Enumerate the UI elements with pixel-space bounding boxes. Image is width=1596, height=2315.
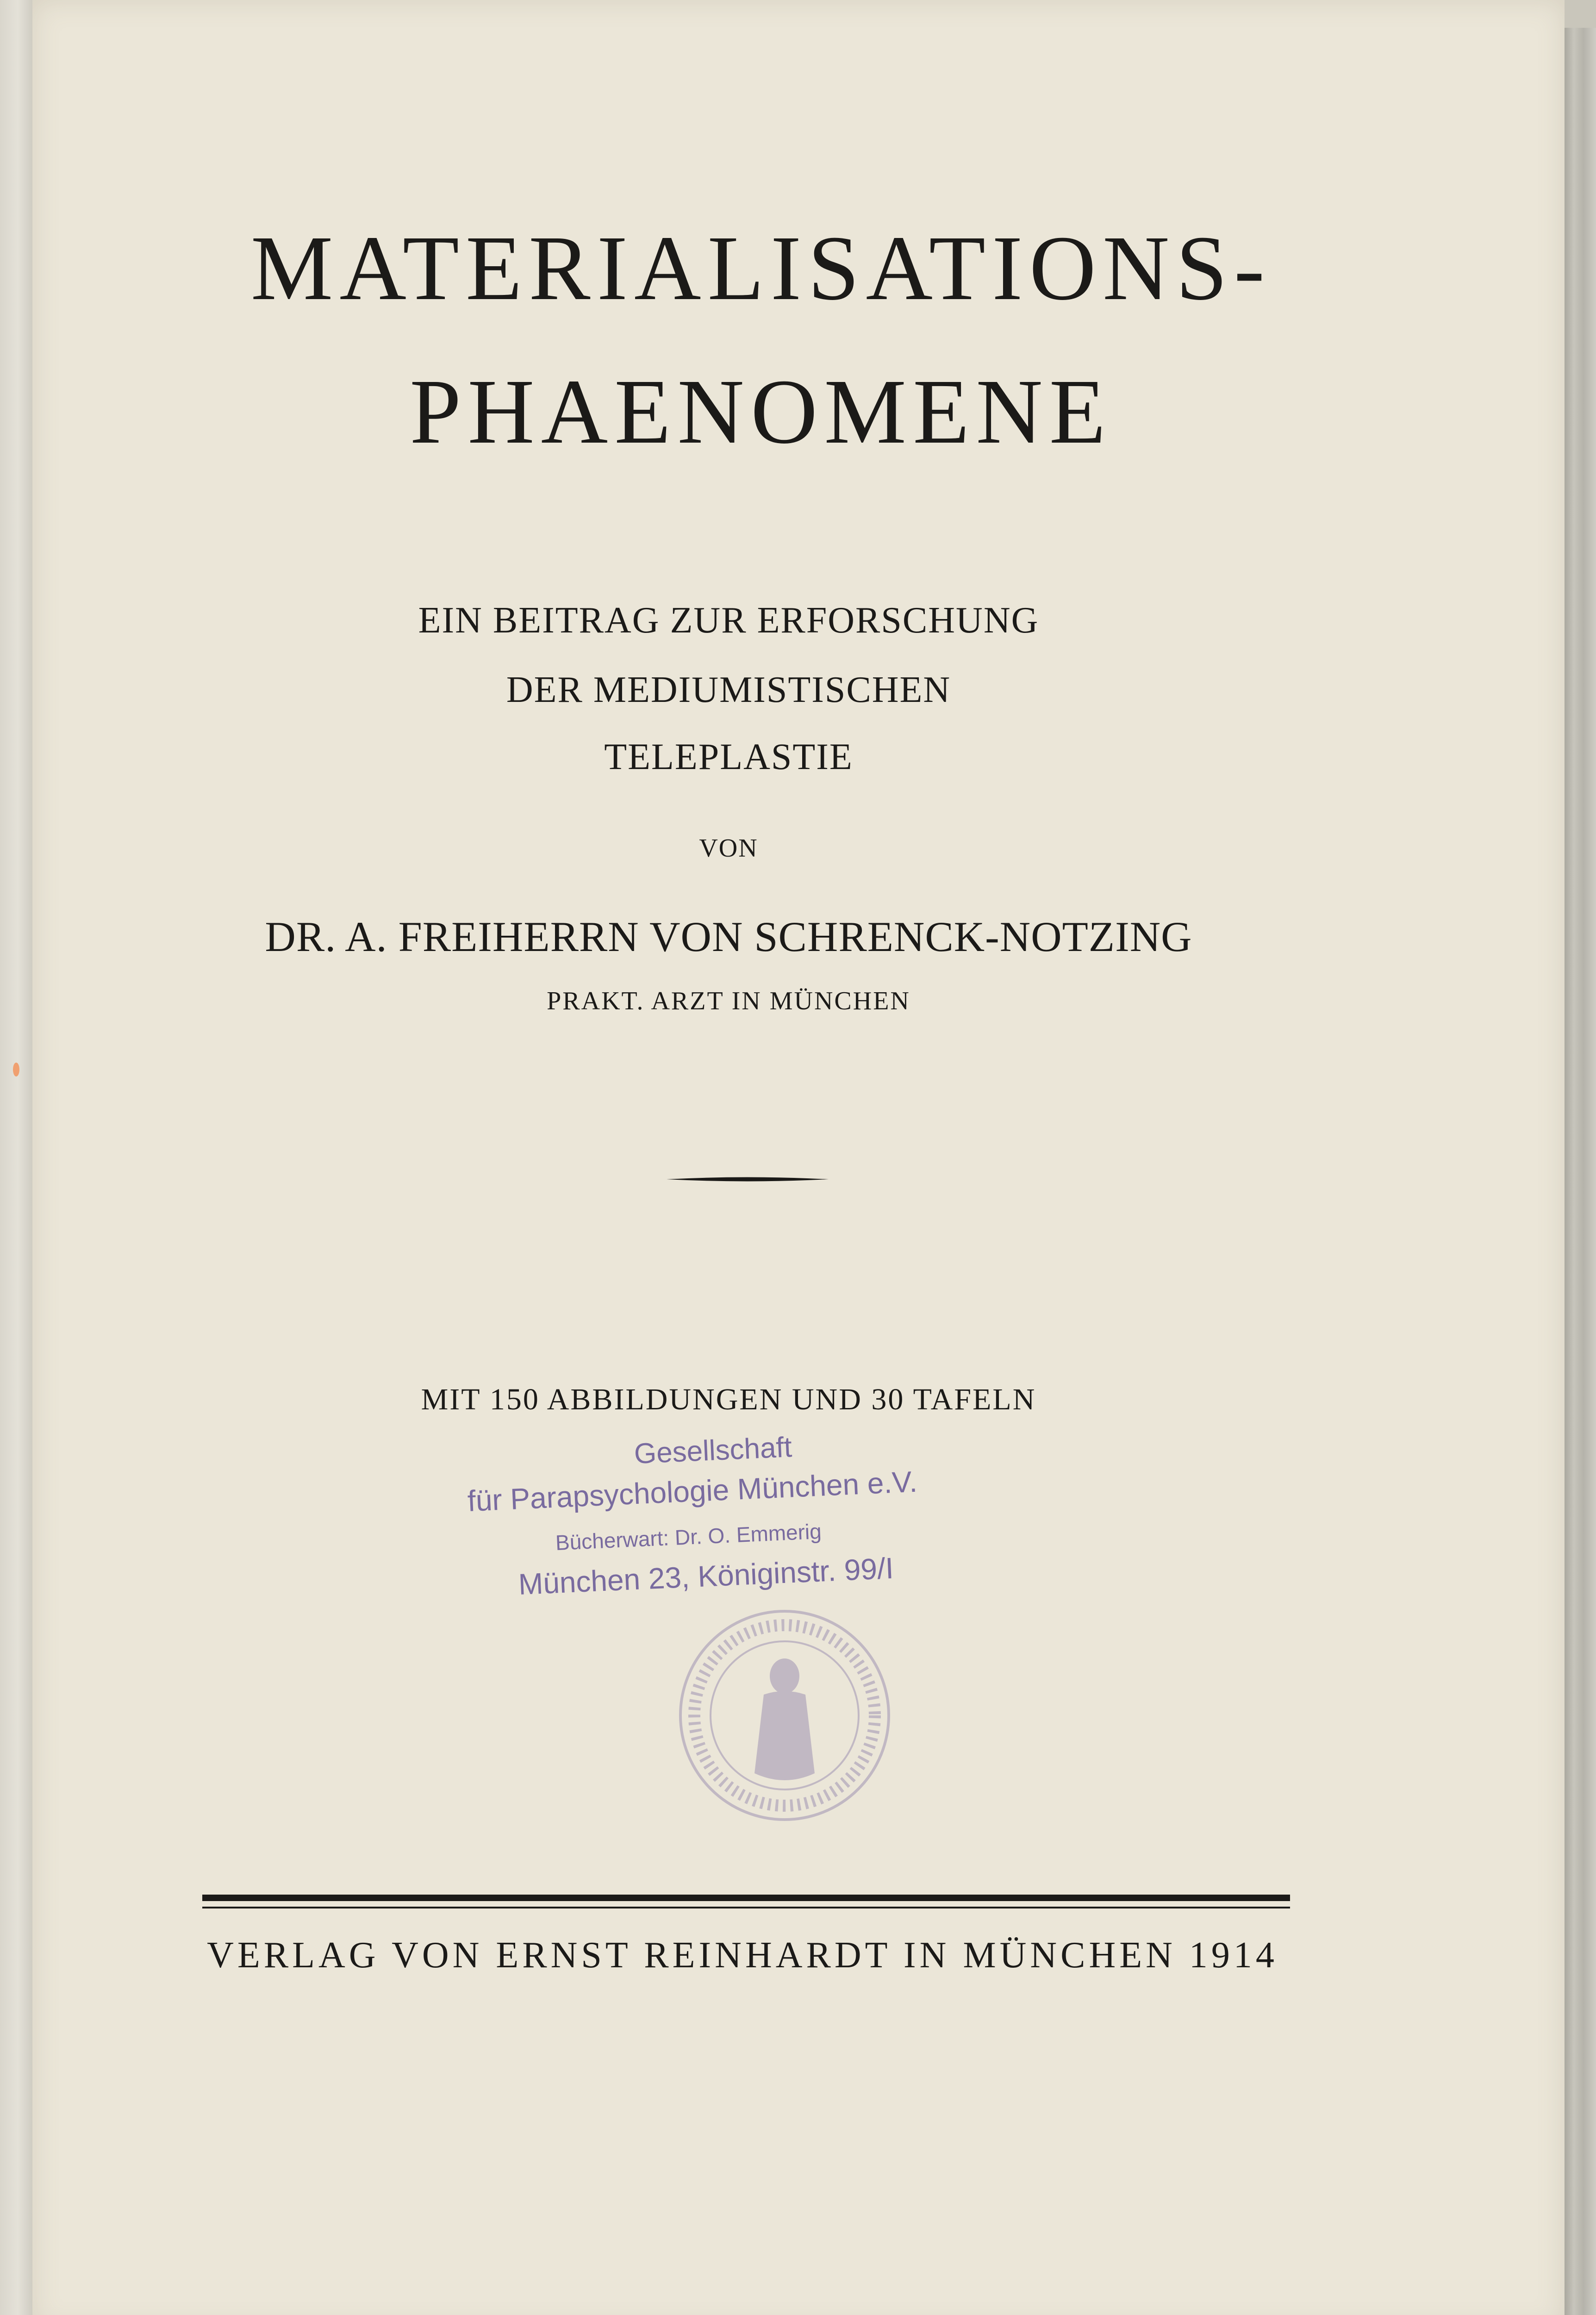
subtitle-line-2: DER MEDIUMISTISCHEN bbox=[506, 669, 951, 710]
rule-thick bbox=[202, 1895, 1290, 1901]
author-affiliation: PRAKT. ARZT IN MÜNCHEN bbox=[547, 987, 910, 1015]
page-edges bbox=[1565, 28, 1596, 2315]
stamp-line-4: München 23, Königinstr. 99/I bbox=[517, 1551, 894, 1601]
ornament-divider bbox=[667, 1176, 829, 1183]
stamp-line-1: Gesellschaft bbox=[633, 1431, 793, 1470]
author-name: DR. A. FREIHERRN VON SCHRENCK-NOTZING bbox=[265, 913, 1192, 960]
publisher-imprint: VERLAG VON ERNST REINHARDT IN MÜNCHEN 1914 bbox=[207, 1935, 1278, 1976]
library-seal-icon bbox=[676, 1607, 893, 1824]
subtitle-line-1: EIN BEITRAG ZUR ERFORSCHUNG bbox=[418, 600, 1039, 641]
illustrations-note: MIT 150 ABBILDUNGEN UND 30 TAFELN bbox=[421, 1383, 1036, 1416]
byline-von: VON bbox=[699, 834, 758, 863]
book-title-line-2: PHAENOMENE bbox=[410, 361, 1112, 463]
rule-thin bbox=[202, 1907, 1290, 1908]
orange-speck bbox=[13, 1063, 19, 1076]
subtitle-line-3: TELEPLASTIE bbox=[604, 737, 853, 777]
stamp-line-2: für Parapsychologie München e.V. bbox=[467, 1464, 918, 1518]
book-title-line-1: MATERIALISATIONS- bbox=[250, 217, 1272, 319]
stamp-line-3: Bücherwart: Dr. O. Emmerig bbox=[555, 1519, 822, 1555]
